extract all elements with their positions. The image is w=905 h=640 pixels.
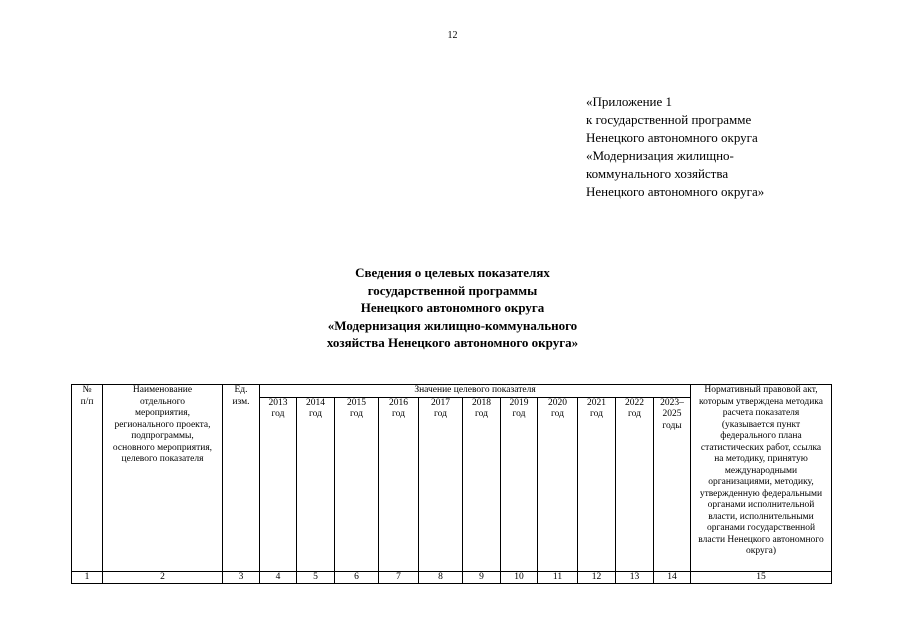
column-number: 3 [223,571,260,583]
header-normative-act: Нормативный правовой акт, которым утверждена методика расчета показателя (указывается пункт федерального плана статистических работ, ссылка на методику, принятую международными организациями, методику, утвержденную федеральными органами исполнительной власти, исполнительными органами государственной власти Ненецкого автономного округа) [691,385,832,572]
header-year: 2018 год [463,397,501,571]
column-number: 2 [103,571,223,583]
column-number: 11 [538,571,578,583]
column-number: 6 [335,571,379,583]
appendix-line: Ненецкого автономного округа [586,130,758,145]
column-number: 7 [379,571,419,583]
appendix-line: к государственной программе [586,112,752,127]
header-year: 2015 год [335,397,379,571]
column-number: 13 [616,571,654,583]
appendix-line: коммунального хозяйства [586,166,729,181]
column-number-row [72,571,832,583]
header-unit: Ед. изм. [223,385,260,572]
appendix-line: Ненецкого автономного округа» [586,184,765,199]
column-number: 8 [419,571,463,583]
header-name: Наименование отдельного мероприятия, регионального проекта, подпрограммы, основного мероприятия, целевого показателя [103,385,223,572]
header-year: 2020 год [538,397,578,571]
title-line: «Модернизация жилищно-коммунального [327,317,578,333]
column-number: 15 [691,571,832,583]
header-year: 2022 год [616,397,654,571]
header-year: 2017 год [419,397,463,571]
header-year: 2019 год [501,397,538,571]
appendix-line: «Приложение 1 [586,94,673,109]
column-number: 5 [297,571,335,583]
column-number: 4 [260,571,297,583]
column-number: 1 [72,571,103,583]
title-line: государственной программы [367,282,538,298]
title-line: Ненецкого автономного округа [360,300,545,315]
header-number: № п/п [72,385,103,572]
column-number: 12 [578,571,616,583]
appendix-line: «Модернизация жилищно- [586,148,734,163]
header-year: 2021 год [578,397,616,571]
column-number: 14 [654,571,691,583]
column-number: 10 [501,571,538,583]
page-number: 12 [447,30,458,41]
header-year: 2013 год [260,397,297,571]
appendix-reference [586,93,764,201]
title-line: хозяйства Ненецкого автономного округа» [326,335,579,350]
document-title [0,264,905,352]
header-value-group: Значение целевого показателя [260,385,691,398]
title-line: Сведения о целевых показателях [355,265,550,280]
column-number: 9 [463,571,501,583]
indicators-table [71,384,832,584]
header-year-range: 2023– 2025 годы [654,397,691,571]
header-year: 2014 год [297,397,335,571]
header-year: 2016 год [379,397,419,571]
